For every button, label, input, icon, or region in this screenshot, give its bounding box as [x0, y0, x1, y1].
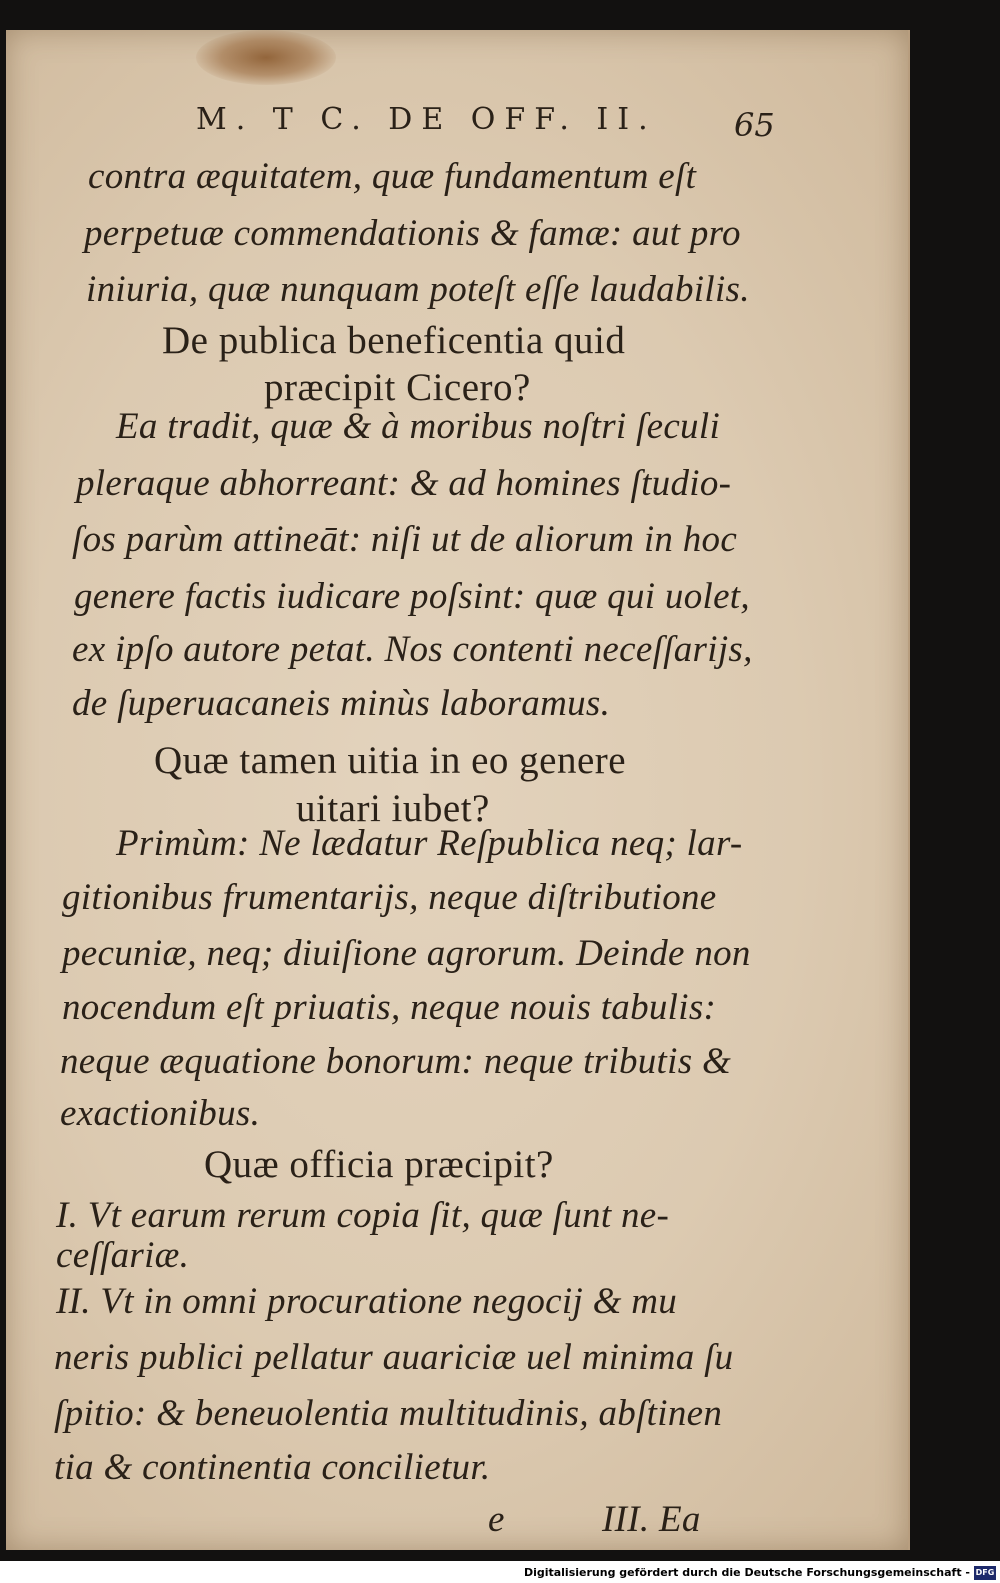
question-heading: Quæ officia præcipit?: [204, 1143, 554, 1186]
question-heading: uitari iubet?: [296, 787, 490, 830]
text-line: ceſſariæ.: [56, 1235, 190, 1276]
question-heading: De publica beneficentia quid: [162, 319, 626, 362]
text-line: I. Vt earum rerum copia ſit, quæ ſunt ne-: [56, 1195, 670, 1236]
question-heading: præcipit Cicero?: [264, 366, 531, 409]
page-stain: [196, 30, 336, 85]
text-line: II. Vt in omni procuratione negocij & mu: [56, 1281, 678, 1322]
page-number: 65: [734, 106, 775, 144]
text-line: neque æquatione bonorum: neque tributis &: [60, 1041, 732, 1082]
text-line: Ea tradit, quæ & à moribus noſtri ſeculi: [116, 406, 721, 447]
signature-mark: e: [488, 1499, 505, 1540]
text-line: tia & continentia concilietur.: [54, 1447, 491, 1488]
text-line: nocendum eſt priuatis, neque nouis tabulis:: [62, 987, 717, 1028]
text-line: neris publici pellatur auariciæ uel minima ſu: [54, 1337, 734, 1378]
funding-credit: Digitalisierung gefördert durch die Deutsche Forschungsgemeinschaft -: [523, 1566, 970, 1579]
text-line: Primùm: Ne lædatur Reſpublica neq; lar-: [116, 823, 743, 864]
text-line: de ſuperuacaneis minùs laboramus.: [72, 683, 611, 724]
dfg-logo: DFG: [974, 1566, 996, 1580]
book-page: [6, 30, 910, 1550]
running-head: M. T C. DE OFF. II.: [196, 102, 657, 137]
text-line: exactionibus.: [60, 1093, 261, 1134]
text-line: perpetuæ commendationis & famæ: aut pro: [84, 213, 741, 254]
text-line: gitionibus frumentarijs, neque diſtributione: [62, 877, 717, 918]
footer-bar: [0, 1561, 1000, 1583]
text-line: ſos parùm attineāt: niſi ut de aliorum in hoc: [72, 519, 738, 560]
text-line: pleraque abhorreant: & ad homines ſtudio-: [76, 463, 732, 504]
text-line: pecuniæ, neq; diuiſione agrorum. Deinde non: [62, 933, 751, 974]
text-line: genere factis iudicare poſsint: quæ qui uolet,: [74, 576, 750, 617]
text-line: contra æquitatem, quæ fundamentum eſt: [88, 156, 697, 197]
catchword: III. Ea: [602, 1499, 701, 1540]
text-line: iniuria, quæ nunquam poteſt eſſe laudabilis.: [86, 269, 750, 310]
text-line: ſpitio: & beneuolentia multitudinis, abſtinen: [54, 1393, 723, 1434]
question-heading: Quæ tamen uitia in eo genere: [154, 739, 627, 782]
text-line: ex ipſo autore petat. Nos contenti neceſſarijs,: [72, 629, 753, 670]
